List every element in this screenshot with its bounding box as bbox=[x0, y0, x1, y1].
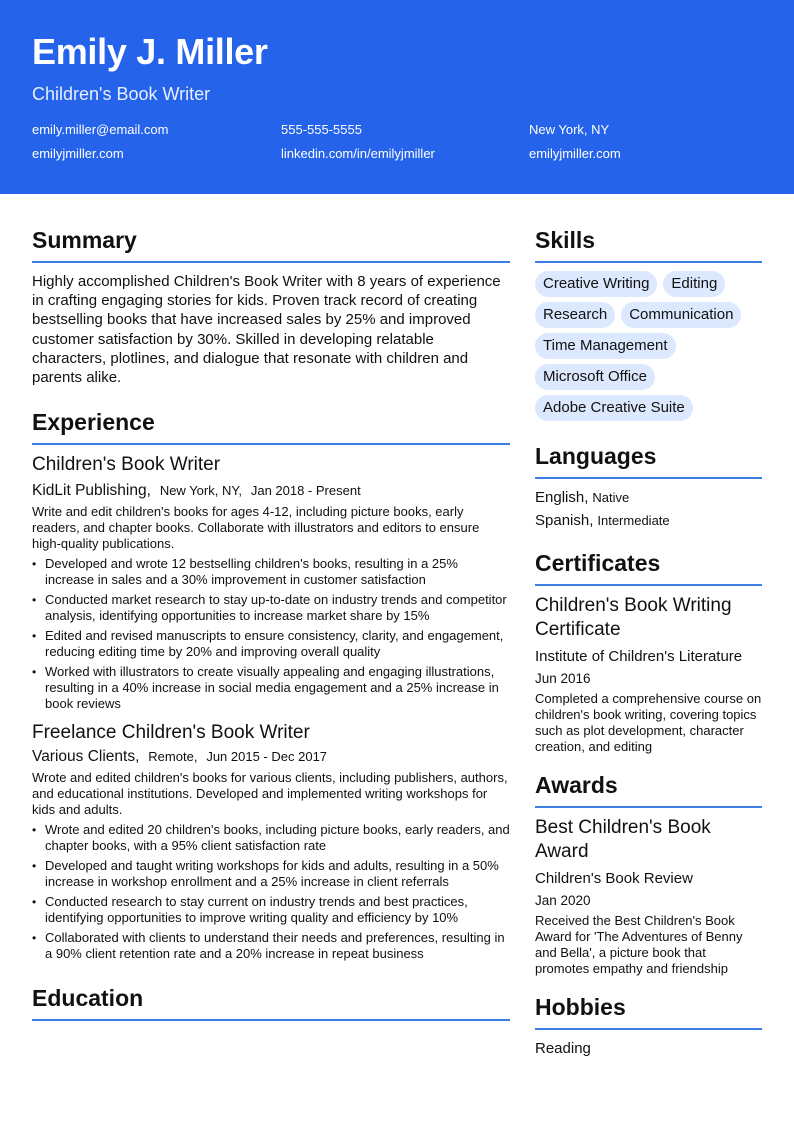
skill-chip: Time Management bbox=[535, 333, 676, 359]
job-meta bbox=[32, 748, 510, 766]
section-title-skills: Skills bbox=[535, 226, 762, 263]
language-item bbox=[535, 488, 762, 507]
list-item: • Conducted market research to stay up-to-date on industry trends and competitor analysis, identifying opportunities to increase market share by 15% bbox=[32, 592, 510, 624]
skill-chip: Creative Writing bbox=[535, 271, 657, 297]
language-level: Intermediate bbox=[597, 513, 670, 528]
award-title: Best Children's Book Award bbox=[535, 817, 711, 862]
list-item: • Edited and revised manuscripts to ensure consistency, clarity, and engagement, reducing editing time by 20% and improving overall quality bbox=[32, 628, 510, 660]
awards-section bbox=[535, 771, 762, 977]
candidate-name: Emily J. Miller bbox=[32, 31, 268, 72]
contact-phone[interactable]: 555-555-5555 bbox=[281, 122, 362, 137]
resume-header bbox=[0, 0, 794, 194]
section-title-summary: Summary bbox=[32, 226, 510, 263]
contact-website[interactable]: emilyjmiller.com bbox=[32, 146, 124, 161]
contact-email[interactable]: emily.miller@email.com bbox=[32, 122, 169, 137]
certificates-section bbox=[535, 549, 762, 755]
award-issuer: Children's Book Review bbox=[535, 870, 693, 887]
list-item: • Worked with illustrators to create visually appealing and engaging illustrations, resulting in a 40% increase in social media engagement and a 25% increase in book reviews bbox=[32, 664, 510, 712]
language-name: English, bbox=[535, 489, 589, 506]
section-title-awards: Awards bbox=[535, 771, 762, 808]
job-entry bbox=[32, 454, 510, 712]
job-title: Children's Book Writer bbox=[32, 454, 221, 476]
language-level: Native bbox=[592, 490, 630, 505]
skills-section bbox=[535, 226, 762, 426]
summary-section bbox=[32, 226, 510, 387]
sidebar-column bbox=[535, 226, 762, 1058]
skill-chip: Research bbox=[535, 302, 615, 328]
experience-section bbox=[32, 408, 510, 962]
job-entry bbox=[32, 722, 510, 962]
job-dates: Jan 2018 - Present bbox=[250, 483, 361, 499]
contact-website-secondary[interactable]: emilyjmiller.com bbox=[529, 146, 621, 161]
skill-chip: Adobe Creative Suite bbox=[535, 395, 693, 421]
candidate-title: Children's Book Writer bbox=[32, 84, 211, 104]
summary-text: Highly accomplished Children's Book Writer with 8 years of experience in crafting engaging stories for kids. Proven track record of creating bestselling books that have increased sales by 25% and improved customer satisfaction by 30%. Skilled in developing relatable characters, plotlines, and dialogue that resonate with children and parents alike. bbox=[32, 273, 501, 387]
certificate-description: Completed a comprehensive course on children's book writing, covering topics such as plot development, character creation, and editing bbox=[535, 691, 762, 754]
education-section bbox=[32, 984, 510, 1021]
contact-linkedin[interactable]: linkedin.com/in/emilyjmiller bbox=[281, 146, 435, 161]
job-location: Remote, bbox=[148, 749, 198, 765]
job-description: Write and edit children's books for ages 4-12, including picture books, early readers, and chapter books. Collaborate with illustrators and editors to ensure high-quality publications. bbox=[32, 504, 480, 552]
skill-chip: Communication bbox=[621, 302, 741, 328]
job-company: Various Clients, bbox=[32, 748, 140, 766]
award-description: Received the Best Children's Book Award for 'The Adventures of Benny and Bella', a picture book that promotes empathy and friendship bbox=[535, 913, 743, 976]
list-item: • Developed and wrote 12 bestselling children's books, resulting in a 25% increase in sales and a 30% improvement in customer satisfaction bbox=[32, 556, 510, 588]
list-item: • Conducted research to stay current on industry trends and best practices, identifying opportunities to improve writing quality and efficiency by 10% bbox=[32, 894, 510, 926]
job-achievements bbox=[32, 556, 510, 712]
job-location: New York, NY, bbox=[159, 483, 242, 499]
certificate-date: Jun 2016 bbox=[535, 671, 591, 686]
language-name: Spanish, bbox=[535, 512, 594, 529]
certificate-issuer: Institute of Children's Literature bbox=[535, 648, 743, 665]
job-title: Freelance Children's Book Writer bbox=[32, 722, 310, 744]
section-title-hobbies: Hobbies bbox=[535, 993, 762, 1030]
job-description: Wrote and edited children's books for various clients, including publishers, authors, and educational institutions. Developed and implemented writing workshops for kids and adults. bbox=[32, 770, 508, 818]
job-dates: Jun 2015 - Dec 2017 bbox=[206, 749, 328, 765]
job-achievements bbox=[32, 822, 510, 962]
award-date: Jan 2020 bbox=[535, 893, 591, 908]
section-title-experience: Experience bbox=[32, 408, 510, 445]
job-meta bbox=[32, 482, 510, 500]
hobby-item: Reading bbox=[535, 1040, 591, 1057]
languages-section bbox=[535, 442, 762, 530]
job-company: KidLit Publishing, bbox=[32, 482, 151, 500]
certificate-title: Children's Book Writing Certificate bbox=[535, 595, 732, 640]
hobbies-section bbox=[535, 993, 762, 1058]
skills-list bbox=[535, 271, 762, 426]
list-item: • Developed and taught writing workshops for kids and adults, resulting in a 50% increase in workshop enrollment and a 25% increase in client referrals bbox=[32, 858, 510, 890]
skill-chip: Microsoft Office bbox=[535, 364, 655, 390]
main-column bbox=[32, 226, 510, 1021]
skill-chip: Editing bbox=[663, 271, 725, 297]
section-title-certificates: Certificates bbox=[535, 549, 762, 586]
list-item: • Wrote and edited 20 children's books, including picture books, early readers, and chapter books, with a 95% client satisfaction rate bbox=[32, 822, 510, 854]
contact-location: New York, NY bbox=[529, 122, 610, 137]
section-title-languages: Languages bbox=[535, 442, 762, 479]
list-item: • Collaborated with clients to understand their needs and preferences, resulting in a 90% client retention rate and a 20% increase in repeat business bbox=[32, 930, 510, 962]
language-item bbox=[535, 511, 762, 530]
section-title-education: Education bbox=[32, 984, 510, 1021]
